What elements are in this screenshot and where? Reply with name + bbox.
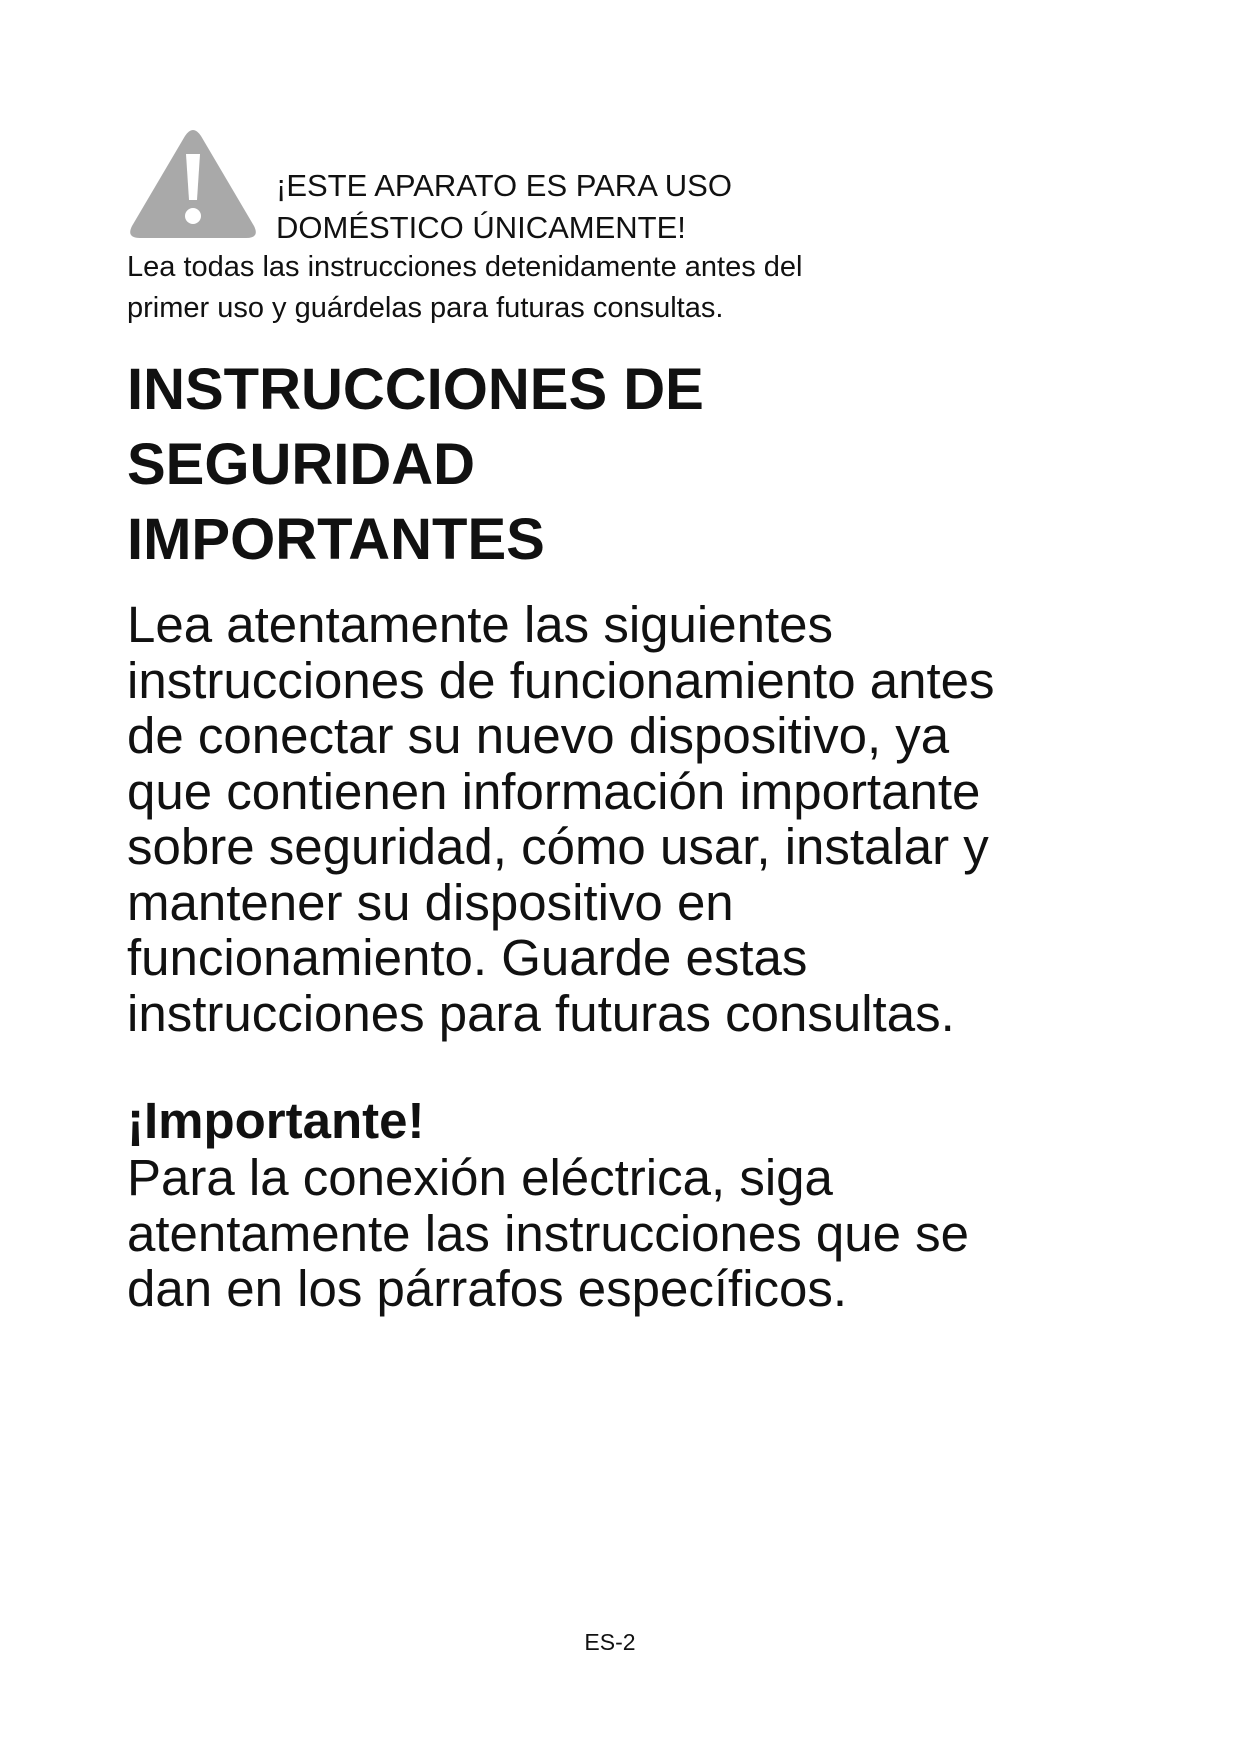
- body-line-6: mantener su dispositivo en: [127, 873, 734, 931]
- body-line-3: de conectar su nuevo dispositivo, ya: [127, 707, 950, 764]
- important-line-2: atentamente las instrucciones que se: [127, 1204, 969, 1262]
- body-paragraph: [127, 597, 995, 1041]
- important-line-3: dan en los párrafos específicos.: [127, 1260, 848, 1317]
- intro-text-line-1: Lea todas las instrucciones detenidamente antes del: [127, 251, 803, 283]
- body-line-8: instrucciones para futuras consultas.: [127, 984, 955, 1042]
- page-title-line-3: IMPORTANTES: [127, 507, 545, 572]
- page-title-line-2: SEGURIDAD: [127, 432, 476, 497]
- page-title: [127, 352, 704, 577]
- important-paragraph: [127, 1150, 969, 1317]
- body-line-1: Lea atentamente las siguientes: [127, 596, 833, 653]
- warning-triangle-icon: [128, 128, 258, 241]
- body-line-2: instrucciones de funcionamiento antes: [127, 651, 995, 709]
- body-line-4: que contienen información importante: [127, 762, 981, 820]
- page-title-line-1: INSTRUCCIONES DE: [127, 357, 704, 422]
- warning-text-line-1: ¡ESTE APARATO ES PARA USO: [276, 168, 732, 203]
- page-number: ES-2: [584, 1629, 636, 1655]
- warning-text-line-2: DOMÉSTICO ÚNICAMENTE!: [276, 210, 686, 245]
- important-line-1: Para la conexión eléctrica, siga: [127, 1149, 833, 1206]
- important-heading: ¡Importante!: [127, 1092, 425, 1149]
- body-line-5: sobre seguridad, cómo usar, instalar y: [127, 818, 989, 875]
- body-line-7: funcionamiento. Guarde estas: [127, 929, 808, 986]
- intro-text-line-2: primer uso y guárdelas para futuras consultas.: [127, 292, 724, 324]
